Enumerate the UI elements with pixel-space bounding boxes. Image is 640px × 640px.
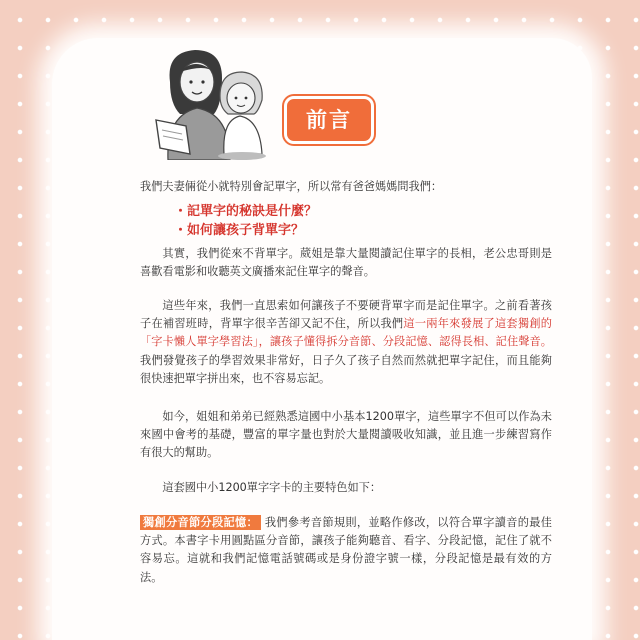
feature-paragraph bbox=[140, 514, 552, 587]
paragraph-2-part-2: 我們發覺孩子的學習效果非常好，日子久了孩子自然而然就把單字記住，而且能夠很快速把單字拼出來，也不容易忘記。 bbox=[140, 353, 552, 385]
question-1: ・記單字的秘訣是什麼？ bbox=[174, 204, 318, 219]
page-title: 前言 bbox=[306, 108, 352, 132]
feature-tag: 獨創分音節分段記憶： bbox=[140, 515, 261, 530]
paragraph-2-highlight: 這一兩年來發展了這套獨創的「字卡懶人單字學習法」，讓孩子懂得拆分音節、分段記憶、認得長相、記住聲音。 bbox=[140, 317, 552, 349]
paragraph-1: 其實，我們從來不背單字。葳姐是靠大量閱讀記住單字的長相，老公忠哥則是喜歡看電影和收聽英文廣播來記住單字的聲音。 bbox=[140, 247, 552, 279]
mother-child-reading-illustration bbox=[150, 42, 270, 160]
paragraph-2 bbox=[140, 297, 552, 388]
paragraph-2-part-1: 這些年來，我們一直思索如何讓孩子不要硬背單字而是記住單字。之前看著孩子在補習班時，背單字很辛苦卻又記不住，所以我們 bbox=[140, 299, 552, 331]
paragraph-4: 這套國中小1200單字字卡的主要特色如下： bbox=[162, 481, 382, 494]
feature-text: 我們參考音節規則，並略作修改，以符合單字讀音的最佳方式。本書字卡用圓點區分音節，讓孩子能夠聽音、看字、分段記憶，記住了就不容易忘。這就和我們記憶電話號碼或是身份證字號一樣，分段記憶是最有效的方法。 bbox=[140, 516, 552, 584]
question-2: ・如何讓孩子背單字？ bbox=[174, 223, 305, 238]
page-title-badge bbox=[284, 96, 374, 144]
intro-paragraph: 我們夫妻倆從小就特別會記單字，所以常有爸爸媽媽問我們： bbox=[140, 180, 443, 193]
paragraph-3: 如今，姐姐和弟弟已經熟悉這國中小基本1200單字，這些單字不但可以作為未來國中會考的基礎，豐富的單字量也對於大量閱讀吸收知識，並且進一步練習寫作有很大的幫助。 bbox=[140, 410, 552, 460]
